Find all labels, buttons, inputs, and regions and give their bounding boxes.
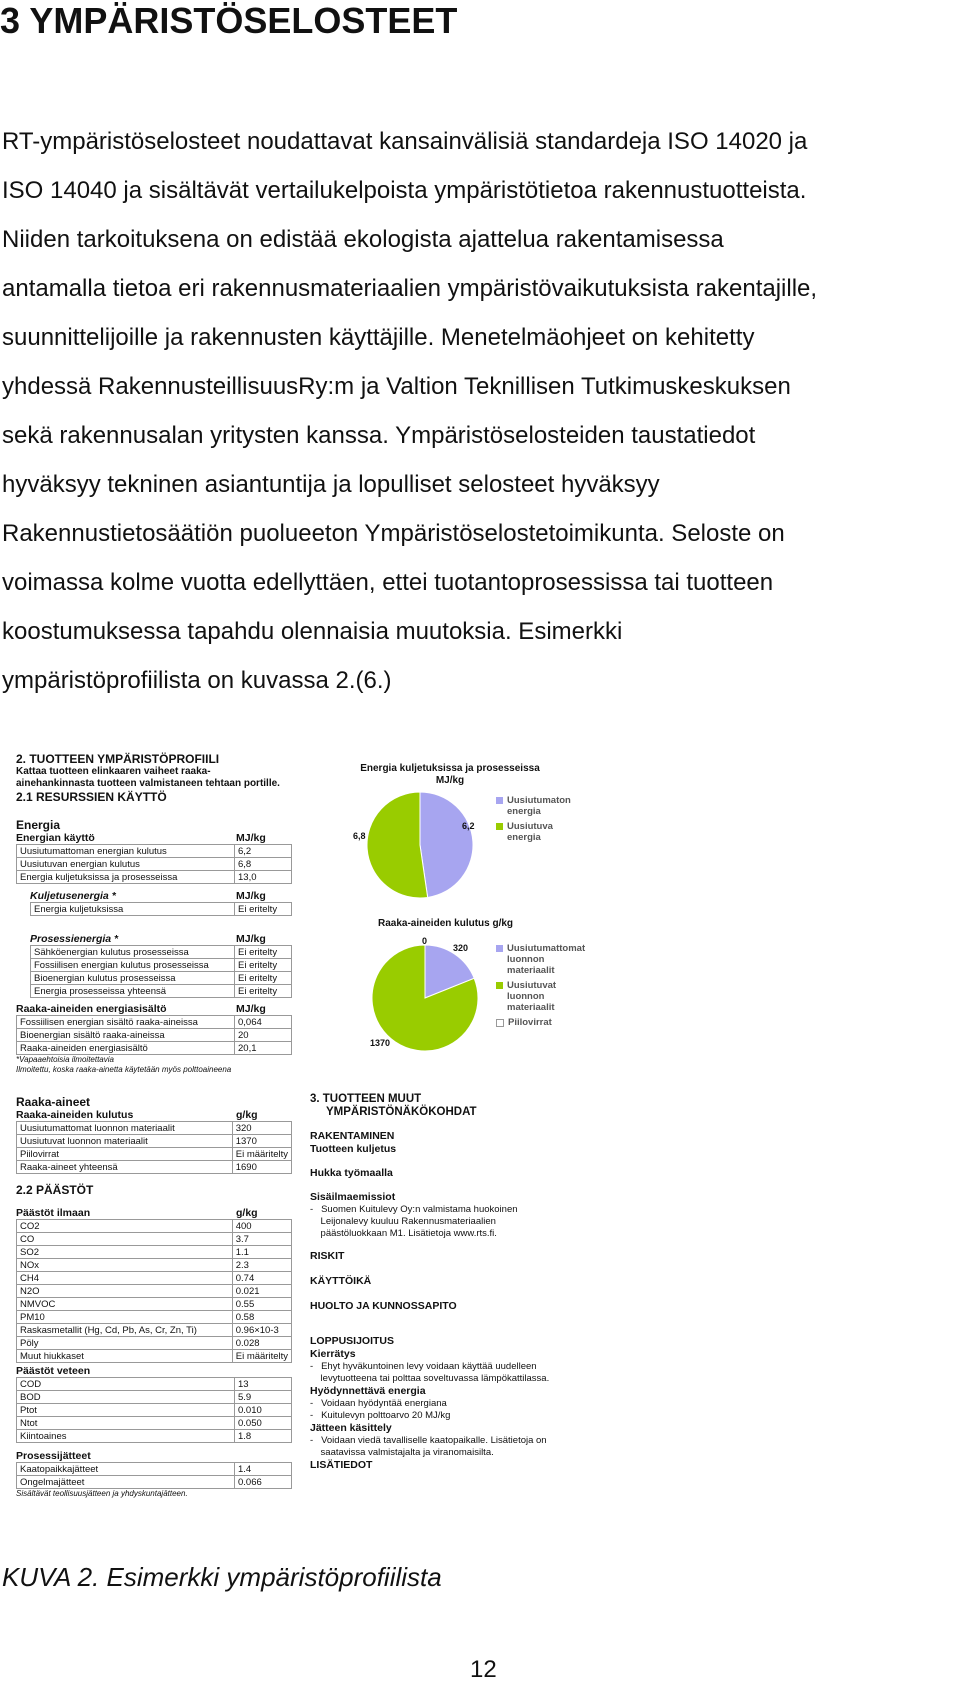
pie2-label-b: 1370 <box>370 1038 391 1048</box>
material-energy-label: Raaka-aineiden energiasisältö <box>16 1003 167 1015</box>
table-row <box>17 1148 292 1161</box>
table-row <box>17 1042 292 1055</box>
cell-value: 20 <box>235 1029 292 1042</box>
process-energy-unit: MJ/kg <box>236 933 266 945</box>
cell-value: 0.028 <box>232 1337 291 1350</box>
legend-label: Piilovirrat <box>508 1017 552 1028</box>
air-emissions-unit: g/kg <box>236 1207 258 1219</box>
paragraph-line: antamalla tietoa eri rakennusmateriaalien ympäristövaikutuksista rakentajille, <box>2 275 818 302</box>
transport-energy-label: Kuljetusenergia * <box>30 890 116 902</box>
paragraph-line: yhdessä RakennusteillisuusRy:m ja Valtion Teknillisen Tutkimuskeskuksen <box>2 373 791 400</box>
table-row <box>17 858 292 871</box>
cell-value: 0.066 <box>235 1476 292 1489</box>
transport-heading: Tuotteen kuljetus <box>310 1143 397 1155</box>
transport-energy-header <box>30 890 292 902</box>
energy-recovery-text: - Kuitulevyn polttoarvo 20 MJ/kg <box>310 1410 451 1421</box>
pie-slice <box>367 792 428 898</box>
recycling-text: - Ehyt hyväkuntoinen levy voidaan käyttää uudelleen <box>310 1361 537 1372</box>
section-21-title: 2.1 RESURSSIEN KÄYTTÖ <box>16 790 167 804</box>
legend-swatch <box>496 1019 504 1027</box>
table-row <box>17 1259 292 1272</box>
paragraph-line: voimassa kolme vuotta edellyttäen, ettei tuotantoprosessissa tai tuotteen <box>2 569 774 596</box>
cell-value: Ei eritelty <box>235 985 292 998</box>
legend-item <box>496 980 591 1013</box>
cell-label: N2O <box>17 1285 233 1298</box>
construction-heading: RAKENTAMINEN <box>310 1130 395 1142</box>
cell-value: 1.1 <box>232 1246 291 1259</box>
table-row <box>17 1476 292 1489</box>
pie2-label-a: 320 <box>453 943 469 953</box>
legend-item <box>496 821 586 843</box>
energy-recovery-heading: Hyödynnettävä energia <box>310 1385 426 1397</box>
paragraph-line: hyväksyy tekninen asiantuntija ja lopulliset selosteet hyväksyy <box>2 471 660 498</box>
process-energy-section <box>30 933 292 998</box>
paragraph-line: ISO 14040 ja sisältävät vertailukelpoista ympäristötietoa rakennustuotteista. <box>2 177 807 204</box>
cell-value: Ei määritelty <box>232 1350 291 1363</box>
legend-item <box>496 795 586 817</box>
cell-value: 0.55 <box>232 1298 291 1311</box>
material-energy-header <box>16 1003 292 1015</box>
table-row <box>17 1337 292 1350</box>
raw-materials-label: Raaka-aineiden kulutus <box>16 1109 134 1121</box>
cell-value: 1370 <box>232 1135 291 1148</box>
cell-label: Raskasmetallit (Hg, Cd, Pb, As, Cr, Zn, Ti) <box>17 1324 233 1337</box>
legend-label: Uusiutumattomat luonnon materiaalit <box>507 943 586 976</box>
cell-label: SO2 <box>17 1246 233 1259</box>
cell-value: 0.010 <box>235 1404 292 1417</box>
table-row <box>17 1122 292 1135</box>
additional-info-heading: LISÄTIEDOT <box>310 1459 373 1471</box>
raw-materials-table <box>16 1121 292 1174</box>
figure-intro-1: Kattaa tuotteen elinkaaren vaiheet raaka- <box>16 766 211 777</box>
cell-value: 1690 <box>232 1161 291 1174</box>
pie1-label-b: 6,2 <box>462 821 475 831</box>
cell-label: Ntot <box>17 1417 235 1430</box>
cell-label: Energia prosesseissa yhteensä <box>31 985 235 998</box>
legend-label: Uusiutuva energia <box>507 821 553 843</box>
air-emissions-header <box>16 1207 292 1219</box>
indoor-emissions-text: - Suomen Kuitulevy Oy:n valmistama huokoinen <box>310 1204 518 1215</box>
air-emissions-label: Päästöt ilmaan <box>16 1207 91 1219</box>
table-row <box>17 1016 292 1029</box>
cell-value: Ei eritelty <box>235 903 292 916</box>
table-row <box>17 1135 292 1148</box>
process-energy-table <box>30 945 292 998</box>
table-row <box>17 1378 292 1391</box>
legend-label: Uusiutumaton energia <box>507 795 571 817</box>
table-row <box>31 972 292 985</box>
cell-label: Kaatopaikkajätteet <box>17 1463 235 1476</box>
table-row <box>17 1246 292 1259</box>
cell-value: 13,0 <box>235 871 292 884</box>
paragraph-line: ympäristöprofiilista on kuvassa 2.(6.) <box>2 667 392 694</box>
cell-value: Ei eritelty <box>235 946 292 959</box>
pie2-label-zero: 0 <box>422 936 428 946</box>
table-row <box>17 1324 292 1337</box>
footnote: Sisältävät teollisuusjätteen ja yhdyskuntajätteen. <box>16 1489 188 1498</box>
cell-label: Fossiilisen energian sisältö raaka-aineissa <box>17 1016 235 1029</box>
cell-label: Uusiutuvan energian kulutus <box>17 858 235 871</box>
process-waste-label: Prosessijätteet <box>16 1450 91 1462</box>
legend-label: Uusiutuvat luonnon materiaalit <box>507 980 557 1013</box>
cell-label: Bioenergian sisältö raaka-aineissa <box>17 1029 235 1042</box>
pie2-title: Raaka-aineiden kulutus g/kg <box>378 918 514 929</box>
cell-value: 0.74 <box>232 1272 291 1285</box>
cell-value: 13 <box>235 1378 292 1391</box>
cell-label: CH4 <box>17 1272 233 1285</box>
pie1-title-line2: MJ/kg <box>435 775 465 786</box>
cell-label: Muut hiukkaset <box>17 1350 233 1363</box>
legend-item <box>496 943 591 976</box>
cell-label: Pöly <box>17 1337 233 1350</box>
risks-heading: RISKIT <box>310 1250 345 1262</box>
pie-chart-energy <box>365 790 475 900</box>
cell-label: NMVOC <box>17 1298 233 1311</box>
figure-title: 2. TUOTTEEN YMPÄRISTÖPROFIILI <box>16 752 220 766</box>
water-emissions-label: Päästöt veteen <box>16 1365 91 1377</box>
indoor-emissions-text: Leijonalevy kuuluu Rakennusmateriaalien <box>310 1216 496 1227</box>
cell-label: Ptot <box>17 1404 235 1417</box>
table-row <box>17 1233 292 1246</box>
process-energy-header <box>30 933 292 945</box>
cell-value: 0,064 <box>235 1016 292 1029</box>
paragraph-line: RT-ympäristöselosteet noudattavat kansainvälisiä standardeja ISO 14020 ja <box>2 128 808 155</box>
water-emissions-header <box>16 1365 292 1377</box>
table-row <box>17 1430 292 1443</box>
table-row <box>17 1391 292 1404</box>
table-row <box>17 1404 292 1417</box>
paragraph-line: koostumuksessa tapahdu olennaisia muutoksia. Esimerkki <box>2 618 623 645</box>
process-waste-section <box>16 1450 292 1499</box>
recycling-text: levytuotteena tai polttaa soveltuvassa lämpökattilassa. <box>310 1373 550 1384</box>
page-heading: 3 YMPÄRISTÖSELOSTEET <box>0 0 458 41</box>
cell-label: BOD <box>17 1391 235 1404</box>
other-aspects-title-1: 3. TUOTTEEN MUUT <box>310 1093 422 1105</box>
environmental-profile-figure <box>10 745 600 1505</box>
cell-value: 6,8 <box>235 858 292 871</box>
process-waste-table <box>16 1462 292 1489</box>
cell-value: 400 <box>232 1220 291 1233</box>
pie-slice <box>420 792 473 897</box>
cell-label: Raaka-aineet yhteensä <box>17 1161 233 1174</box>
profile-header <box>16 752 280 804</box>
cell-label: Ongelmajätteet <box>17 1476 235 1489</box>
cell-label: Fossiilisen energian kulutus prosesseissa <box>31 959 235 972</box>
cell-label: Uusiutumattomat luonnon materiaalit <box>17 1122 233 1135</box>
cell-value: Ei eritelty <box>235 959 292 972</box>
air-emissions-section <box>16 1183 292 1363</box>
process-energy-label: Prosessienergia * <box>30 933 119 945</box>
figure-intro-2: ainehankinnasta tuotteen valmistaneen tehtaan portille. <box>16 778 280 789</box>
energy-use-table <box>16 844 292 884</box>
cell-value: 3.7 <box>232 1233 291 1246</box>
cell-label: Sähköenergian kulutus prosesseissa <box>31 946 235 959</box>
cell-value: 1.4 <box>235 1463 292 1476</box>
table-row <box>17 1311 292 1324</box>
service-life-heading: KÄYTTÖIKÄ <box>310 1275 372 1287</box>
maintenance-heading: HUOLTO JA KUNNOSSAPITO <box>310 1300 457 1312</box>
paragraph-line: Rakennustietosäätiön puolueeton Ympäristöselostetoimikunta. Seloste on <box>2 520 785 547</box>
indoor-emissions-text: päästöluokkaan M1. Lisätietoja www.rts.fi. <box>310 1228 497 1239</box>
waste-handling-text: - Voidaan viedä tavalliselle kaatopaikalle. Lisätietoja on <box>310 1435 547 1446</box>
cell-value: 0.050 <box>235 1417 292 1430</box>
table-row <box>17 1463 292 1476</box>
legend-swatch <box>496 797 503 804</box>
footnote: *Vapaaehtoisia ilmoitettavia <box>16 1055 114 1064</box>
energy-use-label: Energian käyttö <box>16 832 95 844</box>
other-aspects-column <box>310 1093 595 1472</box>
cell-label: Kiintoaines <box>17 1430 235 1443</box>
cell-label: Energia kuljetuksissa <box>31 903 235 916</box>
table-row <box>17 1161 292 1174</box>
cell-label: Piilovirrat <box>17 1148 233 1161</box>
material-energy-section <box>16 1003 292 1075</box>
pie1-title-line1: Energia kuljetuksissa ja prosesseissa <box>360 763 540 774</box>
recycling-heading: Kierrätys <box>310 1348 356 1360</box>
cell-label: Raaka-aineiden energiasisältö <box>17 1042 235 1055</box>
other-aspects-title-2: YMPÄRISTÖNÄKÖKOHDAT <box>326 1106 477 1118</box>
cell-label: COD <box>17 1378 235 1391</box>
cell-value: 6,2 <box>235 845 292 858</box>
table-row <box>17 871 292 884</box>
paragraph-line: suunnittelijoille ja rakennusten käyttäjille. Menetelmäohjeet on kehitetty <box>2 324 755 351</box>
table-row <box>17 845 292 858</box>
cell-value: Ei määritelty <box>232 1148 291 1161</box>
process-waste-header <box>16 1450 292 1462</box>
figure-caption: KUVA 2. Esimerkki ympäristöprofiilista <box>2 1562 442 1592</box>
cell-value: 0.58 <box>232 1311 291 1324</box>
paragraph-line: sekä rakennusalan yritysten kanssa. Ympäristöselosteiden taustatiedot <box>2 422 756 449</box>
legend-swatch <box>496 945 503 952</box>
cell-value: 320 <box>232 1122 291 1135</box>
table-row <box>17 1417 292 1430</box>
water-emissions-table <box>16 1377 292 1443</box>
energy-title: Energia <box>16 818 61 832</box>
transport-energy-table <box>30 902 292 916</box>
cell-value: 0.021 <box>232 1285 291 1298</box>
legend-item <box>496 1017 591 1028</box>
site-waste-heading: Hukka työmaalla <box>310 1167 393 1179</box>
page-number: 12 <box>470 1656 497 1683</box>
pie2-legend <box>496 943 591 1032</box>
paragraph-line: Niiden tarkoituksena on edistää ekologista ajattelua rakentamisessa <box>2 226 724 253</box>
air-emissions-table <box>16 1219 292 1363</box>
waste-handling-text: saatavissa valmistajalta ja viranomaisilta. <box>310 1447 494 1458</box>
energy-recovery-text: - Voidaan hyödyntää energiana <box>310 1398 447 1409</box>
pie1-legend <box>496 795 586 847</box>
legend-swatch <box>496 823 503 830</box>
cell-value: 1.8 <box>235 1430 292 1443</box>
disposal-heading: LOPPUSIJOITUS <box>310 1335 395 1347</box>
cell-value: Ei eritelty <box>235 972 292 985</box>
table-row <box>17 1220 292 1233</box>
table-row <box>31 985 292 998</box>
cell-label: Energia kuljetuksissa ja prosesseissa <box>17 871 235 884</box>
table-row <box>17 1285 292 1298</box>
cell-label: Uusiutumattoman energian kulutus <box>17 845 235 858</box>
legend-swatch <box>496 982 503 989</box>
energy-use-header <box>16 832 292 844</box>
pie1-title <box>355 763 545 787</box>
cell-label: Uusiutuvat luonnon materiaalit <box>17 1135 233 1148</box>
cell-value: 5.9 <box>235 1391 292 1404</box>
cell-value: 20,1 <box>235 1042 292 1055</box>
raw-materials-header <box>16 1109 292 1121</box>
cell-label: Bioenergian kulutus prosesseissa <box>31 972 235 985</box>
table-row <box>17 1350 292 1363</box>
energy-section <box>16 818 292 884</box>
table-row <box>31 946 292 959</box>
table-row <box>31 959 292 972</box>
section-22-title: 2.2 PÄÄSTÖT <box>16 1183 94 1197</box>
body-paragraph <box>2 117 957 705</box>
raw-materials-section <box>16 1095 292 1174</box>
footnote: Ilmoitettu, koska raaka-ainetta käytetään myös polttoaineena <box>16 1065 232 1074</box>
table-row <box>17 1298 292 1311</box>
raw-materials-unit: g/kg <box>236 1109 258 1121</box>
energy-use-unit: MJ/kg <box>236 832 266 844</box>
table-row <box>17 1029 292 1042</box>
table-row <box>17 1272 292 1285</box>
transport-energy-unit: MJ/kg <box>236 890 266 902</box>
raw-materials-title: Raaka-aineet <box>16 1095 91 1109</box>
water-emissions-section <box>16 1365 292 1443</box>
waste-handling-heading: Jätteen käsittely <box>310 1422 392 1434</box>
cell-label: CO <box>17 1233 233 1246</box>
indoor-emissions-heading: Sisäilmaemissiot <box>310 1191 396 1203</box>
cell-label: CO2 <box>17 1220 233 1233</box>
material-energy-unit: MJ/kg <box>236 1003 266 1015</box>
cell-value: 0.96×10-3 <box>232 1324 291 1337</box>
cell-label: PM10 <box>17 1311 233 1324</box>
transport-energy-section <box>30 890 292 916</box>
material-energy-table <box>16 1015 292 1055</box>
cell-value: 2.3 <box>232 1259 291 1272</box>
table-row <box>31 903 292 916</box>
cell-label: NOx <box>17 1259 233 1272</box>
pie1-label-a: 6,8 <box>353 831 366 841</box>
